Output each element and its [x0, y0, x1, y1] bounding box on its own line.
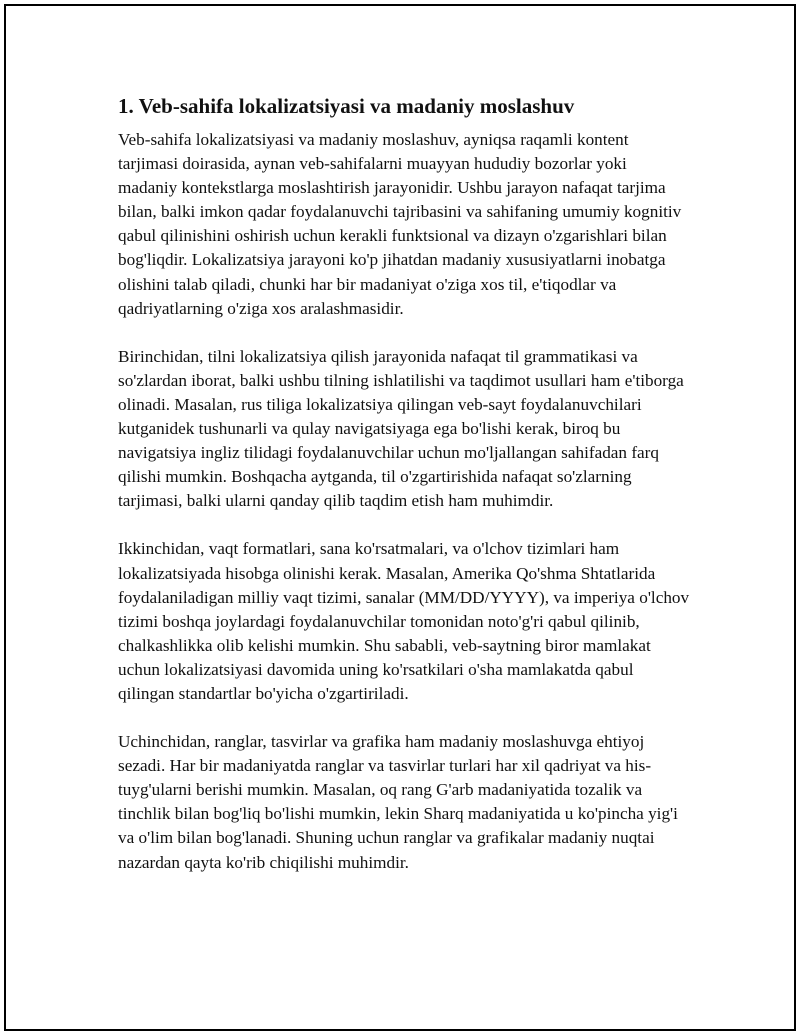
paragraph-third-point: Uchinchidan, ranglar, tasvirlar va grafika ham madaniy moslashuvga ehtiyoj sezadi. Har bir madaniyatda ranglar va tasvirlar turlari har xil qadriyat va his-tuyg'ularni berishi mumkin. Masalan, oq rang G'arb madaniyatida tozalik va tinchlik bilan bog'liq bo'lishi mumkin, lekin Sharq madaniyatida u ko'pincha yig'i va o'lim bilan bog'lanadi. Shuning uchun ranglar va grafikalar madaniy nuqtai nazardan qayta ko'rib chiqilishi muhimdir. — [118, 732, 678, 872]
section-heading: 1. Veb-sahifa lokalizatsiyasi va madaniy moslashuv — [118, 94, 575, 118]
paragraph-intro: Veb-sahifa lokalizatsiyasi va madaniy moslashuv, ayniqsa raqamli kontent tarjimasi doirasida, aynan veb-sahifalarni muayyan hududiy bozorlar yoki madaniy kontekstlarga moslashtirish jarayonidir. Ushbu jarayon nafaqat tarjima bilan, balki imkon qadar foydalanuvchi tajribasini va sahifaning umumiy kognitiv qabul qilinishini oshirish uchun kerakli funktsional va dizayn o'zgarishlari bilan bog'liqdir. Lokalizatsiya jarayoni ko'p jihatdan madaniy xususiyatlarni inobatga olishini talab qiladi, chunki har bir madaniyat o'ziga xos til, e'tiqodlar va qadriyatlarning o'ziga xos aralashmasidir. — [118, 130, 682, 318]
paragraph-second-point: Ikkinchidan, vaqt formatlari, sana ko'rsatmalari, va o'lchov tizimlari ham lokalizatsiyada hisobga olinishi kerak. Masalan, Amerika Qo'shma Shtatlarida foydalaniladigan milliy vaqt tizimi, sanalar (MM/DD/YYYY), va imperiya o'lchov tizimi boshqa joylardagi foydalanuvchilar tomonidan noto'g'ri qabul qilinib, chalkashlikka olib kelishi mumkin. Shu sababli, veb-saytning biror mamlakat uchun lokalizatsiyasi davomida uning ko'rsatkilari o'sha mamlakatda qabul qilingan standartlar bo'yicha o'zgartiriladi. — [118, 539, 690, 703]
paragraph-first-point: Birinchidan, tilni lokalizatsiya qilish jarayonida nafaqat til grammatikasi va so'zlardan iborat, balki ushbu tilning ishlatilishi va taqdimot usullari ham e'tiborga olinadi. Masalan, rus tiliga lokalizatsiya qilingan veb-sayt foydalanuvchilari kutganidek tushunarli va qulay navigatsiyaga ega bo'lishi kerak, biroq bu navigatsiya ingliz tilidagi foydalanuvchilar uchun mo'ljallangan sahifadan farq qilishi mumkin. Boshqacha aytganda, til o'zgartirishida nafaqat so'zlarning tarjimasi, balki ularni qanday qilib taqdim etish ham muhimdir. — [118, 346, 684, 511]
document-body — [118, 92, 690, 899]
